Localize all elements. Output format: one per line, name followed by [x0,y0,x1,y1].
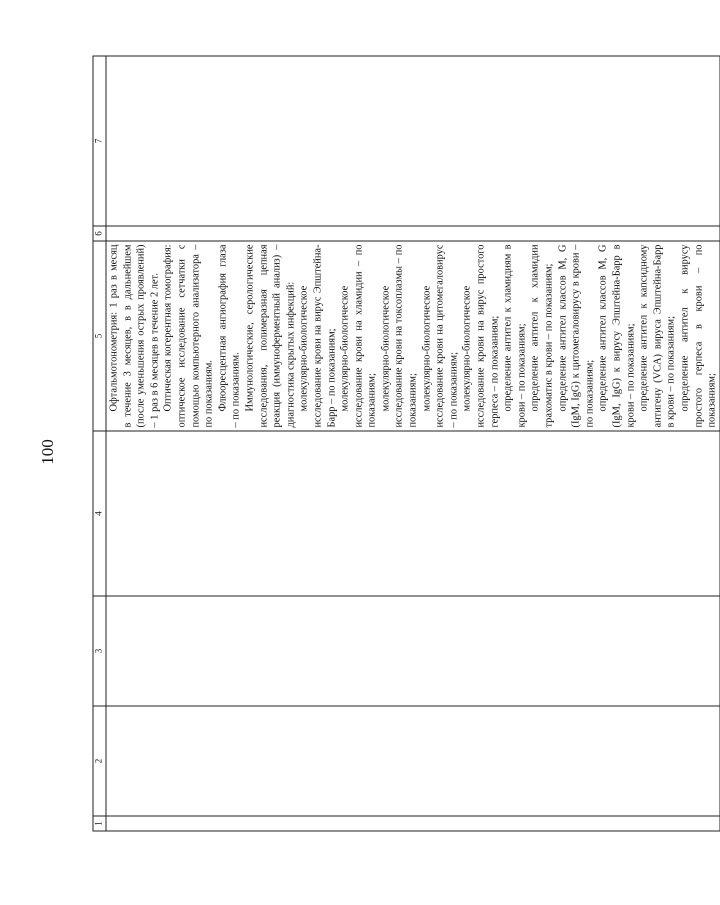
table-row [106,56,720,831]
column-number-6: 6 [93,226,106,241]
procedures-table [92,56,720,832]
column-number-3: 3 [93,596,106,706]
column-number-5: 5 [93,241,106,431]
page-number [36,422,60,482]
rotated-table-wrapper [92,57,718,832]
procedure-paragraph-4: Иммунологические, серологические исследования, полимеразная цепная реакция (иммуноферментный анализ) – диагностика скрытых инфекций: [243,244,296,428]
procedure-paragraph-1: Офтальмотонометрия: 1 раз в месяц в течение 3 месяцев, в в дальнейшем (после уменьшения острых проявлений) – 1 раз в 6 месяцев в течение 2 лет. [108,244,160,428]
procedure-paragraph-15: определение антител к вирусу простого герпеса в крови – по показаниям; [678,244,718,428]
cell-col4 [106,431,720,596]
cell-col7 [106,56,720,226]
procedure-paragraph-10: определение антител к хламидиям в крови – по показаниям; [502,244,527,428]
cell-col5 [106,241,720,431]
page-number-text: 100 [38,439,57,465]
cell-col1 [106,816,720,831]
column-number-2: 2 [93,706,106,816]
procedure-paragraph-12: определение антител классов M, G (IgM, IgG) к цитомегаловирусу в крови – по показаниям; [556,244,595,428]
cell-col3 [106,596,720,706]
procedure-paragraph-14: определение антител к капсидному антигену (VCA) вируса Эпштейна-Барр в крови – по показаниям; [638,244,677,428]
procedure-paragraph-7: молекулярно-биологическое исследование крови на токсоплазмы – по показаниям; [379,244,419,428]
procedure-paragraph-6: молекулярно-биологическое исследование крови на хламидии – по показаниям; [339,244,378,428]
procedure-paragraph-11: определение антител к хламидии трахоматис в крови – по показаниям; [529,244,554,428]
table-header [93,56,106,831]
column-number-7: 7 [93,56,106,226]
column-number-1: 1 [93,816,106,831]
procedure-paragraph-13: определение антител классов M, G (IgM, IgG) к вирусу Эпштейна-Барр в крови – по показаниям; [597,244,636,428]
column-number-4: 4 [93,431,106,596]
procedure-paragraph-9: молекулярно-биологическое исследование крови на вирус простого герпеса – по показаниям; [461,244,500,428]
procedure-paragraph-2: Оптическая когерентная томография: оптическое исследование сетчатки с помощью компьютерного анализатора – по показаниям. [162,244,215,428]
cell-col6 [106,226,720,241]
procedure-paragraph-3: Флюоресцентная ангиография глаза – по показаниям. [216,244,242,428]
procedure-paragraph-5: молекулярно-биологическое исследование крови на вирус Эпштейна-Барр – по показаниям; [298,244,337,428]
procedure-paragraph-8: молекулярно-биологическое исследование крови на цитомегаловирус – по показаниям; [420,244,459,428]
procedures-text [106,242,719,431]
cell-col2 [106,706,720,816]
column-number-row [93,56,106,831]
